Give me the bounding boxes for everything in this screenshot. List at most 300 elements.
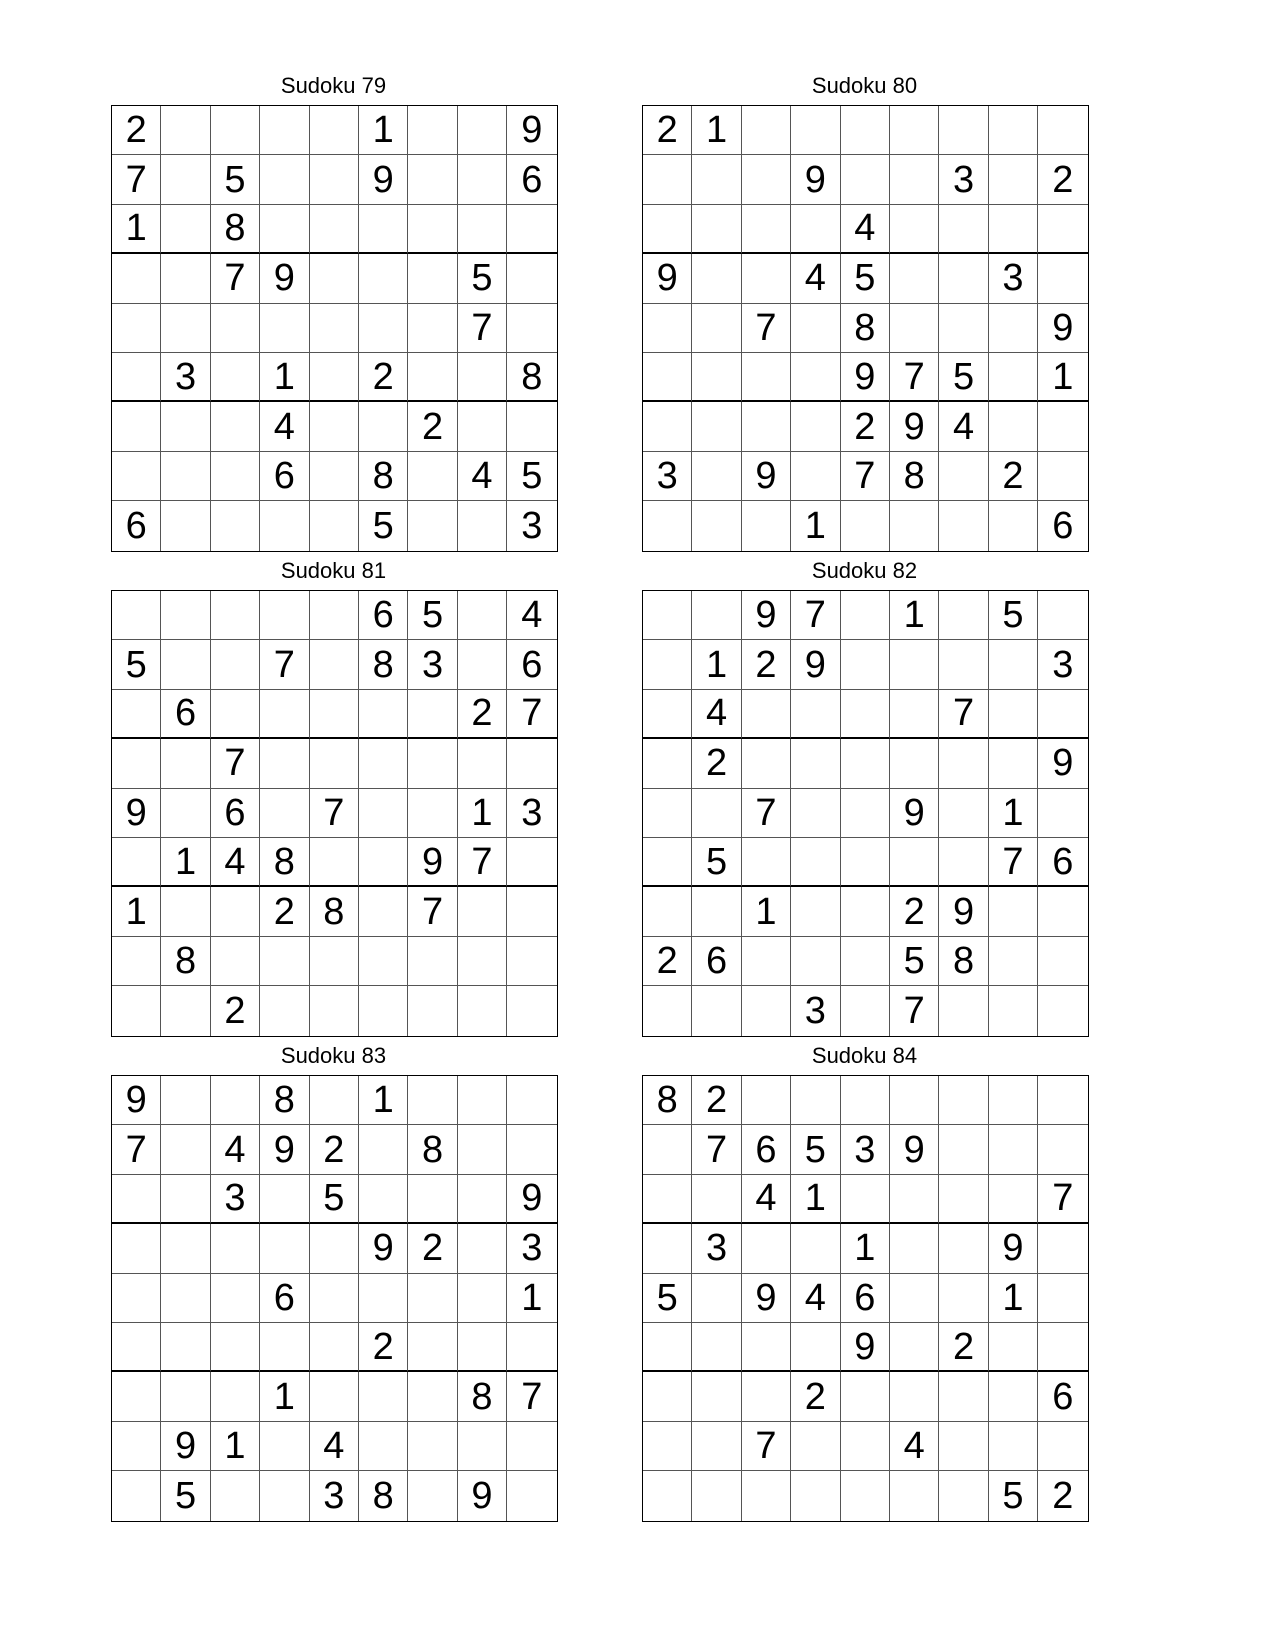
sudoku-cell: 3 [507,789,556,838]
sudoku-grid [642,590,1089,1037]
sudoku-cell [310,739,359,788]
sudoku-cell [841,106,890,155]
sudoku-cell: 9 [359,1224,408,1273]
sudoku-cell [507,402,556,451]
sudoku-cell: 7 [890,353,939,402]
sudoku-cell [359,1372,408,1421]
sudoku-cell [211,937,260,986]
sudoku-cell [692,501,741,550]
sudoku-cell [742,937,791,986]
sudoku-cell [408,690,457,739]
sudoku-cell [211,640,260,689]
sudoku-cell [989,1372,1038,1421]
sudoku-cell [989,155,1038,204]
sudoku-grid [642,105,1089,552]
sudoku-cell: 1 [742,887,791,936]
sudoku-cell [841,155,890,204]
sudoku-cell [742,402,791,451]
sudoku-cell: 8 [161,937,210,986]
sudoku-cell: 6 [841,1274,890,1323]
sudoku-cell [458,1175,507,1224]
sudoku-cell [310,353,359,402]
sudoku-cell [359,937,408,986]
sudoku-cell [791,205,840,254]
sudoku-cell: 9 [507,106,556,155]
sudoku-cell [890,501,939,550]
sudoku-cell [939,739,988,788]
sudoku-cell: 2 [1038,155,1087,204]
sudoku-cell [310,1274,359,1323]
sudoku-cell [310,640,359,689]
sudoku-cell [458,1323,507,1372]
sudoku-cell [939,838,988,887]
sudoku-cell [408,1175,457,1224]
sudoku-cell: 9 [458,1471,507,1520]
sudoku-cell [1038,1323,1087,1372]
sudoku-cell [890,1372,939,1421]
sudoku-cell [841,640,890,689]
sudoku-cell: 1 [260,353,309,402]
sudoku-cell: 5 [939,353,988,402]
sudoku-cell: 8 [359,452,408,501]
sudoku-cell [692,986,741,1035]
sudoku-cell [260,937,309,986]
sudoku-cell [507,1471,556,1520]
sudoku-cell: 8 [408,1125,457,1174]
sudoku-cell [211,1274,260,1323]
sudoku-cell [692,254,741,303]
sudoku-cell [408,501,457,550]
sudoku-cell [408,452,457,501]
sudoku-cell [408,1372,457,1421]
sudoku-cell [890,106,939,155]
sudoku-cell: 5 [211,155,260,204]
sudoku-cell [359,304,408,353]
sudoku-cell: 2 [692,739,741,788]
sudoku-cell [310,690,359,739]
sudoku-cell [989,640,1038,689]
sudoku-cell [408,1274,457,1323]
sudoku-cell [1038,1076,1087,1125]
sudoku-cell [161,591,210,640]
sudoku-cell: 9 [742,591,791,640]
sudoku-cell [1038,205,1087,254]
sudoku-cell: 2 [359,1323,408,1372]
sudoku-cell: 1 [211,1422,260,1471]
sudoku-cell [939,1422,988,1471]
sudoku-cell [260,1471,309,1520]
sudoku-cell [458,937,507,986]
sudoku-cell: 7 [989,838,1038,887]
sudoku-cell: 4 [890,1422,939,1471]
sudoku-cell [692,402,741,451]
sudoku-cell [841,739,890,788]
sudoku-cell [939,205,988,254]
sudoku-cell [310,986,359,1035]
sudoku-cell [643,591,692,640]
puzzle-title: Sudoku 80 [811,73,918,98]
sudoku-cell [643,640,692,689]
sudoku-cell: 2 [260,887,309,936]
sudoku-cell: 3 [161,353,210,402]
sudoku-cell: 1 [791,501,840,550]
sudoku-cell [161,402,210,451]
sudoku-cell [408,353,457,402]
sudoku-cell: 1 [692,106,741,155]
sudoku-cell [359,1175,408,1224]
sudoku-cell [692,1422,741,1471]
sudoku-cell [211,887,260,936]
sudoku-puzzle-84 [642,1043,1087,1522]
sudoku-cell: 3 [521,504,543,547]
sudoku-cell: 9 [260,254,309,303]
sudoku-cell: 2 [643,106,692,155]
sudoku-cell [742,986,791,1035]
sudoku-cell: 2 [359,353,408,402]
sudoku-cell [260,1224,309,1273]
sudoku-cell [260,1323,309,1372]
sudoku-cell: 9 [742,1274,791,1323]
sudoku-cell: 8 [939,937,988,986]
sudoku-cell: 8 [507,353,556,402]
sudoku-cell [890,838,939,887]
sudoku-cell: 2 [989,452,1038,501]
sudoku-cell [211,1323,260,1372]
sudoku-cell [791,789,840,838]
sudoku-cell [939,640,988,689]
sudoku-cell: 7 [742,1422,791,1471]
sudoku-cell [507,937,556,986]
sudoku-cell: 9 [989,1224,1038,1273]
sudoku-cell [161,986,210,1035]
sudoku-puzzle-79 [111,73,556,552]
sudoku-cell: 9 [791,155,840,204]
sudoku-cell [989,937,1038,986]
sudoku-cell [643,739,692,788]
sudoku-cell [507,1422,556,1471]
sudoku-cell: 7 [939,690,988,739]
sudoku-cell [260,591,309,640]
sudoku-cell [458,1422,507,1471]
sudoku-cell: 5 [359,501,408,550]
sudoku-cell: 7 [112,1125,161,1174]
sudoku-cell: 7 [211,254,260,303]
sudoku-cell [260,155,309,204]
sudoku-cell: 9 [742,452,791,501]
sudoku-cell [1038,452,1087,501]
sudoku-cell [841,1422,890,1471]
sudoku-cell [161,739,210,788]
sudoku-cell: 9 [890,1125,939,1174]
sudoku-cell: 7 [112,155,161,204]
sudoku-cell [1038,1422,1087,1471]
sudoku-cell: 9 [1038,739,1087,788]
sudoku-cell: 3 [841,1125,890,1174]
sudoku-cell [1038,106,1087,155]
sudoku-cell [939,452,988,501]
sudoku-cell [1038,591,1087,640]
sudoku-cell: 8 [841,304,890,353]
puzzle-title: Sudoku 83 [280,1043,387,1068]
sudoku-cell: 5 [989,1471,1038,1520]
sudoku-cell: 1 [458,789,507,838]
sudoku-cell: 4 [791,254,840,303]
sudoku-cell [643,501,692,550]
sudoku-cell [161,452,210,501]
sudoku-cell: 8 [260,838,309,887]
sudoku-cell [841,1175,890,1224]
sudoku-cell [359,838,408,887]
sudoku-cell [841,1076,890,1125]
sudoku-cell: 8 [211,205,260,254]
sudoku-cell [112,1422,161,1471]
sudoku-cell [643,887,692,936]
sudoku-cell: 2 [692,1076,741,1125]
sudoku-cell [989,106,1038,155]
sudoku-cell [458,640,507,689]
sudoku-cell [112,304,161,353]
sudoku-cell [161,1076,210,1125]
sudoku-cell [791,1471,840,1520]
sudoku-grid [111,105,558,552]
sudoku-cell [1038,1125,1087,1174]
sudoku-cell [890,304,939,353]
sudoku-cell [211,591,260,640]
sudoku-cell [989,887,1038,936]
sudoku-cell: 6 [692,937,741,986]
sudoku-cell: 7 [507,1372,556,1421]
sudoku-grid [642,1075,1089,1522]
sudoku-cell [408,1471,457,1520]
sudoku-cell: 1 [112,205,161,254]
sudoku-cell [161,501,210,550]
sudoku-cell [890,1175,939,1224]
sudoku-cell: 2 [310,1125,359,1174]
sudoku-cell: 9 [841,353,890,402]
sudoku-cell: 7 [890,986,939,1035]
sudoku-cell [310,1224,359,1273]
sudoku-cell [507,1076,556,1125]
sudoku-cell: 6 [161,690,210,739]
sudoku-cell [890,1076,939,1125]
sudoku-cell [310,838,359,887]
sudoku-cell [310,937,359,986]
sudoku-cell: 5 [692,838,741,887]
sudoku-cell: 8 [359,1471,408,1520]
sudoku-cell [692,353,741,402]
sudoku-cell [310,501,359,550]
sudoku-cell [112,1175,161,1224]
sudoku-cell: 9 [112,789,161,838]
sudoku-cell [742,1076,791,1125]
sudoku-cell [112,1372,161,1421]
sudoku-cell [643,402,692,451]
sudoku-cell [211,1224,260,1273]
sudoku-cell [643,1372,692,1421]
sudoku-cell: 6 [112,501,161,550]
sudoku-cell: 4 [260,402,309,451]
sudoku-cell [890,254,939,303]
sudoku-cell [310,106,359,155]
sudoku-cell: 7 [507,690,556,739]
sudoku-cell [211,690,260,739]
sudoku-cell [643,1323,692,1372]
sudoku-puzzle-83 [111,1043,556,1522]
sudoku-cell: 8 [890,452,939,501]
sudoku-cell [1038,986,1087,1035]
sudoku-cell: 9 [841,1323,890,1372]
sudoku-cell [458,887,507,936]
sudoku-cell [643,1175,692,1224]
sudoku-cell [643,304,692,353]
sudoku-cell: 2 [890,887,939,936]
sudoku-cell [890,640,939,689]
sudoku-cell [989,1323,1038,1372]
sudoku-cell [791,690,840,739]
sudoku-cell: 8 [458,1372,507,1421]
sudoku-cell [161,640,210,689]
sudoku-cell [1038,254,1087,303]
sudoku-cell: 7 [742,304,791,353]
sudoku-cell [507,887,556,936]
sudoku-cell [692,1372,741,1421]
sudoku-cell [260,739,309,788]
sudoku-puzzle-81 [111,558,556,1037]
sudoku-cell: 2 [643,937,692,986]
sudoku-cell: 5 [458,254,507,303]
sudoku-cell [939,1274,988,1323]
sudoku-cell [458,591,507,640]
sudoku-cell [939,591,988,640]
sudoku-cell: 7 [310,789,359,838]
sudoku-cell [211,353,260,402]
sudoku-cell: 2 [841,402,890,451]
sudoku-cell [310,254,359,303]
sudoku-cell [260,1422,309,1471]
sudoku-cell [359,739,408,788]
sudoku-cell [939,1471,988,1520]
sudoku-cell [692,1323,741,1372]
sudoku-cell [692,1175,741,1224]
sudoku-cell [161,205,210,254]
sudoku-cell: 4 [507,591,556,640]
sudoku-cell: 9 [260,1125,309,1174]
sudoku-cell [1038,690,1087,739]
sudoku-cell [112,452,161,501]
sudoku-cell [310,155,359,204]
puzzle-title: Sudoku 79 [280,73,387,98]
sudoku-cell [643,789,692,838]
sudoku-cell [507,254,556,303]
sudoku-cell [1038,789,1087,838]
sudoku-cell [408,1422,457,1471]
sudoku-cell [408,205,457,254]
sudoku-puzzle-80 [642,73,1087,552]
sudoku-cell [1038,402,1087,451]
sudoku-cell [458,402,507,451]
sudoku-grid [111,590,558,1037]
sudoku-cell [211,1372,260,1421]
sudoku-cell [742,155,791,204]
sudoku-cell [989,1175,1038,1224]
sudoku-cell [643,205,692,254]
sudoku-cell [791,739,840,788]
sudoku-cell [408,937,457,986]
sudoku-cell [359,1274,408,1323]
sudoku-cell [939,501,988,550]
sudoku-cell [692,304,741,353]
sudoku-cell [211,501,260,550]
sudoku-cell [507,838,556,887]
sudoku-cell: 8 [260,1076,309,1125]
sudoku-cell [359,789,408,838]
sudoku-cell [791,937,840,986]
sudoku-cell: 1 [112,887,161,936]
sudoku-cell [643,986,692,1035]
sudoku-cell [841,937,890,986]
sudoku-cell: 3 [211,1175,260,1224]
sudoku-cell: 2 [112,106,161,155]
sudoku-cell [310,1323,359,1372]
sudoku-puzzle-82 [642,558,1087,1037]
sudoku-cell [742,1323,791,1372]
sudoku-cell: 7 [211,739,260,788]
sudoku-cell: 3 [507,1224,556,1273]
sudoku-cell: 1 [791,1175,840,1224]
sudoku-cell [939,106,988,155]
sudoku-cell: 5 [310,1175,359,1224]
sudoku-cell [260,1175,309,1224]
sudoku-cell [989,501,1038,550]
sudoku-cell [841,690,890,739]
sudoku-cell [260,106,309,155]
sudoku-cell: 1 [989,789,1038,838]
sudoku-cell [310,402,359,451]
sudoku-cell [791,1224,840,1273]
sudoku-cell [841,1471,890,1520]
sudoku-cell [260,690,309,739]
sudoku-cell: 4 [742,1175,791,1224]
sudoku-cell: 1 [890,591,939,640]
sudoku-cell [692,591,741,640]
sudoku-cell [841,887,890,936]
sudoku-cell: 3 [939,155,988,204]
sudoku-cell: 9 [643,254,692,303]
sudoku-cell [742,254,791,303]
sudoku-cell [260,501,309,550]
sudoku-cell: 5 [408,591,457,640]
sudoku-cell [359,986,408,1035]
sudoku-cell: 4 [458,452,507,501]
sudoku-cell [161,1274,210,1323]
sudoku-cell [742,690,791,739]
sudoku-cell [211,304,260,353]
sudoku-cell: 7 [1038,1175,1087,1224]
sudoku-cell [989,402,1038,451]
sudoku-cell [643,838,692,887]
sudoku-cell [939,1175,988,1224]
sudoku-cell: 9 [161,1422,210,1471]
sudoku-cell: 2 [211,986,260,1035]
sudoku-cell [458,1125,507,1174]
sudoku-cell [260,205,309,254]
sudoku-cell [791,353,840,402]
sudoku-cell [211,106,260,155]
sudoku-cell [939,254,988,303]
sudoku-cell: 6 [1052,504,1074,547]
sudoku-cell: 6 [211,789,260,838]
sudoku-cell: 4 [791,1274,840,1323]
